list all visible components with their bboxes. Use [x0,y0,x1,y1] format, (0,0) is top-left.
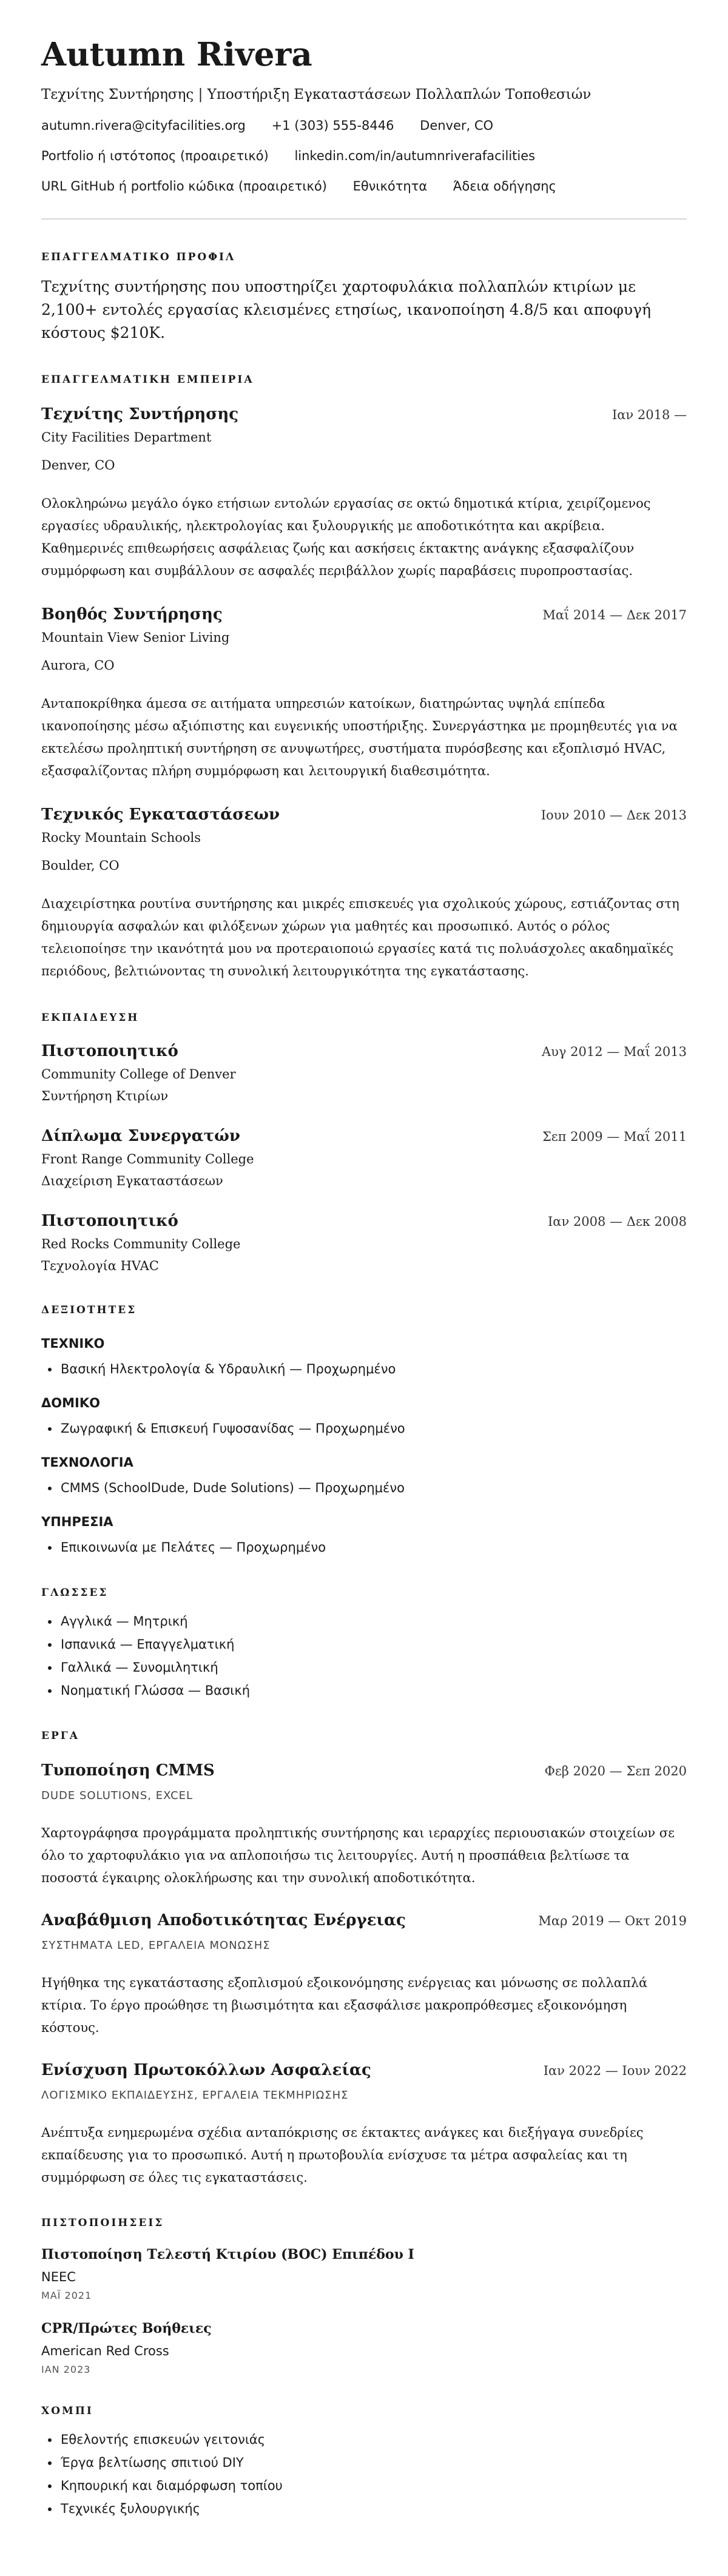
skill-item: • Επικοινωνία με Πελάτες — Προχωρημένο [59,1536,687,1559]
job-role: Τεχνίτης Συντήρησης [41,405,239,423]
skill-category: ΤΕΧΝΙΚΟ [41,1336,105,1351]
candidate-name: Autumn Rivera [41,36,312,73]
job-date: Ιαν 2018 — [612,408,687,422]
certification-name: CPR/Πρώτες Βοήθειες [41,2321,212,2336]
github-link[interactable]: URL GitHub ή portfolio κώδικα (προαιρετικό) [41,179,327,193]
project-description: Ανέπτυξα ενημερωμένα σχέδια ανταπόκρισης σε έκτακτες ανάγκες και διεξήγαγα συνεδρίες εκπαίδευσης για το προσωπικό. Αυτή η πρωτοβουλία ενίσχυσε τα μέτρα ασφαλείας και τη συμμόρφωση σε όλες τις εγκαταστάσεις. [41,2125,644,2185]
job-description: Ανταποκρίθηκα άμεσα σε αιτήματα υπηρεσιών κατοίκων, διατηρώντας υψηλά επίπεδα ικανοποίησης μέσω αξιόπιστης και ευγενικής υποστήριξης. Συνεργάστηκα με προμηθευτές για να εκτελέσω προληπτική συντήρηση σε ανυψωτήρες, συστήματα πυρόσβεσης και εξοπλισμό HVAC, εξασφαλίζοντας πλήρη συμμόρφωση και λειτουργική διαθεσιμότητα. [41,696,678,778]
email-link[interactable]: autumn.rivera@cityfacilities.org [41,118,246,133]
language-item: • Γαλλικά — Συνομιλητική [59,1656,687,1679]
contact-row-3 [41,177,687,195]
skills-section-title: ΔΕΞΙΟΤΗΤΕΣ [41,1304,137,1316]
education-entry [41,1211,687,1275]
skill-list [41,1417,687,1440]
education-section-title: ΕΚΠΑΙΔΕΥΣΗ [41,1012,140,1024]
contact-row-1 [41,116,687,135]
hobby-item: • Κηπουρική και διαμόρφωση τοπίου [59,2474,687,2497]
hobby-list [41,2428,687,2520]
skill-item: • Βασική Ηλεκτρολογία & Υδραυλική — Προχωρημένο [59,1357,687,1380]
language-item: • Ισπανικά — Επαγγελματική [59,1633,687,1656]
education-school: Community College of Denver [41,1067,236,1081]
headline: Τεχνίτης Συντήρησης | Υποστήριξη Εγκαταστάσεων Πολλαπλών Τοποθεσιών [41,87,592,103]
project-date: Μαρ 2019 — Οκτ 2019 [538,1914,687,1928]
hobby-item: • Εθελοντής επισκευών γειτονιάς [59,2428,687,2451]
hobby-item: • Τεχνικές ξυλουργικής [59,2497,687,2520]
projects-section-title: ΕΡΓΑ [41,1730,79,1742]
certification-name: Πιστοποίηση Τελεστή Κτιρίου (BOC) Επιπέδου Ι [41,2247,414,2262]
skill-item: • CMMS (SchoolDude, Dude Solutions) — Προχωρημένο [59,1476,687,1499]
header-divider [41,218,687,220]
profile-summary: Τεχνίτης συντήρησης που υποστηρίζει χαρτοφυλάκια πολλαπλών κτιρίων με 2,100+ εντολές εργασίας κλεισμένες ετησίως, ικανοποίηση 4.8/5 και αποφυγή κόστους $210K. [41,278,651,341]
certification-issuer: American Red Cross [41,2344,169,2358]
job-location: Boulder, CO [41,858,120,873]
hobby-item: • Έργα βελτίωσης σπιτιού DIY [59,2451,687,2474]
project-entry [41,2060,687,2189]
education-field: Συντήρηση Κτιρίων [41,1089,169,1103]
skill-list [41,1536,687,1559]
driving-license: Άδεια οδήγησης [453,179,556,193]
languages-section-title: ΓΛΩΣΣΕΣ [41,1587,109,1599]
job-description: Ολοκληρώνω μεγάλο όγκο ετήσιων εντολών εργασίας σε οκτώ δημοτικά κτίρια, χειρίζομενος εργασίες υδραυλικής, ηλεκτρολογίας και ξυλουργικής με αποδοτικότητα και ακρίβεια. Καθημερινές επιθεωρήσεις ασφάλειας ζωής και ασκήσεις έκτακτης ανάγκης εξασφαλίζουν συμμόρφωση και συμβάλλουν σε ασφαλές περιβάλλον χωρίς παραβάσεις πυροπροστασίας. [41,496,651,578]
skill-list [41,1476,687,1499]
project-description: Ηγήθηκα της εγκατάστασης εξοπλισμού εξοικονόμησης ενέργειας και μόνωσης σε πολλαπλά κτίρια. Το έργο προώθησε τη βιωσιμότητα και εξασφάλισε μακροπρόθεσμες εξοικονόμηση κόστους. [41,1976,648,2035]
job-description: Διαχειρίστηκα ρουτίνα συντήρησης και μικρές επισκευές για σχολικούς χώρους, εστιάζοντας στη δημιουργία ασφαλών και φιλόξενων χώρων για μαθητές και προσωπικό. Αυτός ο ρόλος τελειοποίησε την ικανότητά μου να προτεραιοποιώ εργασίες κατά τις πολυάσχολες ακαδημαϊκές περιόδους, βελτιώνοντας τη συνολική λειτουργικότητα της εγκατάστασης. [41,896,679,978]
skill-category: ΥΠΗΡΕΣΙΑ [41,1515,113,1529]
skill-list [41,1357,687,1380]
job-entry [41,404,687,582]
project-name: Αναβάθμιση Αποδοτικότητας Ενέργειας [41,1911,406,1929]
project-technologies: ΣΥΣΤΗΜΑΤΑ LED, ΕΡΓΑΛΕΙΑ ΜΟΝΩΣΗΣ [41,1939,271,1952]
skill-item: • Ζωγραφική & Επισκευή Γυψοσανίδας — Προχωρημένο [59,1417,687,1440]
project-technologies: ΛΟΓΙΣΜΙΚΟ ΕΚΠΑΙΔΕΥΣΗΣ, ΕΡΓΑΛΕΙΑ ΤΕΚΜΗΡΙΩΣΗΣ [41,2089,349,2102]
education-degree: Πιστοποιητικό [41,1212,178,1230]
education-degree: Δίπλωμα Συνεργατών [41,1127,240,1145]
project-name: Τυποποίηση CMMS [41,1761,215,1780]
job-organization: Rocky Mountain Schools [41,830,201,845]
job-role: Τεχνικός Εγκαταστάσεων [41,805,280,824]
education-entry [41,1126,687,1190]
profile-section-title: ΕΠΑΓΓΕΛΜΑΤΙΚΟ ΠΡΟΦΙΛ [41,251,236,263]
job-date: Ιουν 2010 — Δεκ 2013 [541,808,687,822]
job-location: Denver, CO [41,458,115,472]
hobbies-section-title: ΧΟΜΠΙ [41,2405,93,2417]
job-organization: City Facilities Department [41,430,212,445]
skill-category: ΔΟΜΙΚΟ [41,1396,100,1410]
education-school: Red Rocks Community College [41,1237,241,1251]
education-degree: Πιστοποιητικό [41,1042,178,1060]
job-organization: Mountain View Senior Living [41,630,230,645]
education-date: Αυγ 2012 — Μαΐ 2013 [542,1044,687,1059]
education-date: Σεπ 2009 — Μαΐ 2011 [542,1129,687,1144]
job-role: Βοηθός Συντήρησης [41,605,223,624]
language-item: • Αγγλικά — Μητρική [59,1610,687,1633]
education-field: Τεχνολογία HVAC [41,1259,159,1273]
phone-number[interactable]: +1 (303) 555-8446 [271,118,394,133]
language-item: • Νοηματική Γλώσσα — Βασική [59,1679,687,1702]
project-entry [41,1910,687,2039]
job-entry [41,804,687,983]
contact-row-2 [41,147,687,165]
location: Denver, CO [420,118,494,133]
experience-section-title: ΕΠΑΓΓΕΛΜΑΤΙΚΗ ΕΜΠΕΙΡΙΑ [41,374,254,386]
education-date: Ιαν 2008 — Δεκ 2008 [547,1214,687,1229]
certification-date: ΜΑΪ 2021 [41,2290,92,2301]
project-date: Φεβ 2020 — Σεπ 2020 [544,1764,687,1778]
job-entry [41,604,687,782]
education-entry [41,1041,687,1105]
language-list [41,1610,687,1702]
nationality: Εθνικότητα [352,179,428,193]
project-date: Ιαν 2022 — Ιουν 2022 [543,2063,687,2078]
certification-entry [41,2319,687,2377]
education-school: Front Range Community College [41,1152,254,1166]
skill-category: ΤΕΧΝΟΛΟΓΙΑ [41,1455,133,1470]
certification-date: ΙΑΝ 2023 [41,2364,91,2375]
portfolio-link[interactable]: Portfolio ή ιστότοπος (προαιρετικό) [41,149,269,163]
project-entry [41,1760,687,1889]
certification-issuer: NEEC [41,2270,76,2284]
job-location: Aurora, CO [41,658,115,673]
certifications-section-title: ΠΙΣΤΟΠΟΙΗΣΕΙΣ [41,2217,164,2229]
project-technologies: DUDE SOLUTIONS, EXCEL [41,1789,194,1802]
project-description: Χαρτογράφησα προγράμματα προληπτικής συντήρησης και ιεραρχίες περιουσιακών στοιχείων σε όλο το χαρτοφυλάκιο για να απλοποιήσω τις λειτουργίες. Αυτή η προσπάθεια βελτίωσε τα ποσοστά έγκαιρης ολοκλήρωσης και την συνολική αποδοτικότητα. [41,1826,675,1885]
project-name: Ενίσχυση Πρωτοκόλλων Ασφαλείας [41,2061,371,2079]
linkedin-link[interactable]: linkedin.com/in/autumnriverafacilities [294,149,536,163]
job-date: Μαΐ 2014 — Δεκ 2017 [542,608,687,622]
education-field: Διαχείριση Εγκαταστάσεων [41,1174,223,1188]
certification-entry [41,2245,687,2303]
